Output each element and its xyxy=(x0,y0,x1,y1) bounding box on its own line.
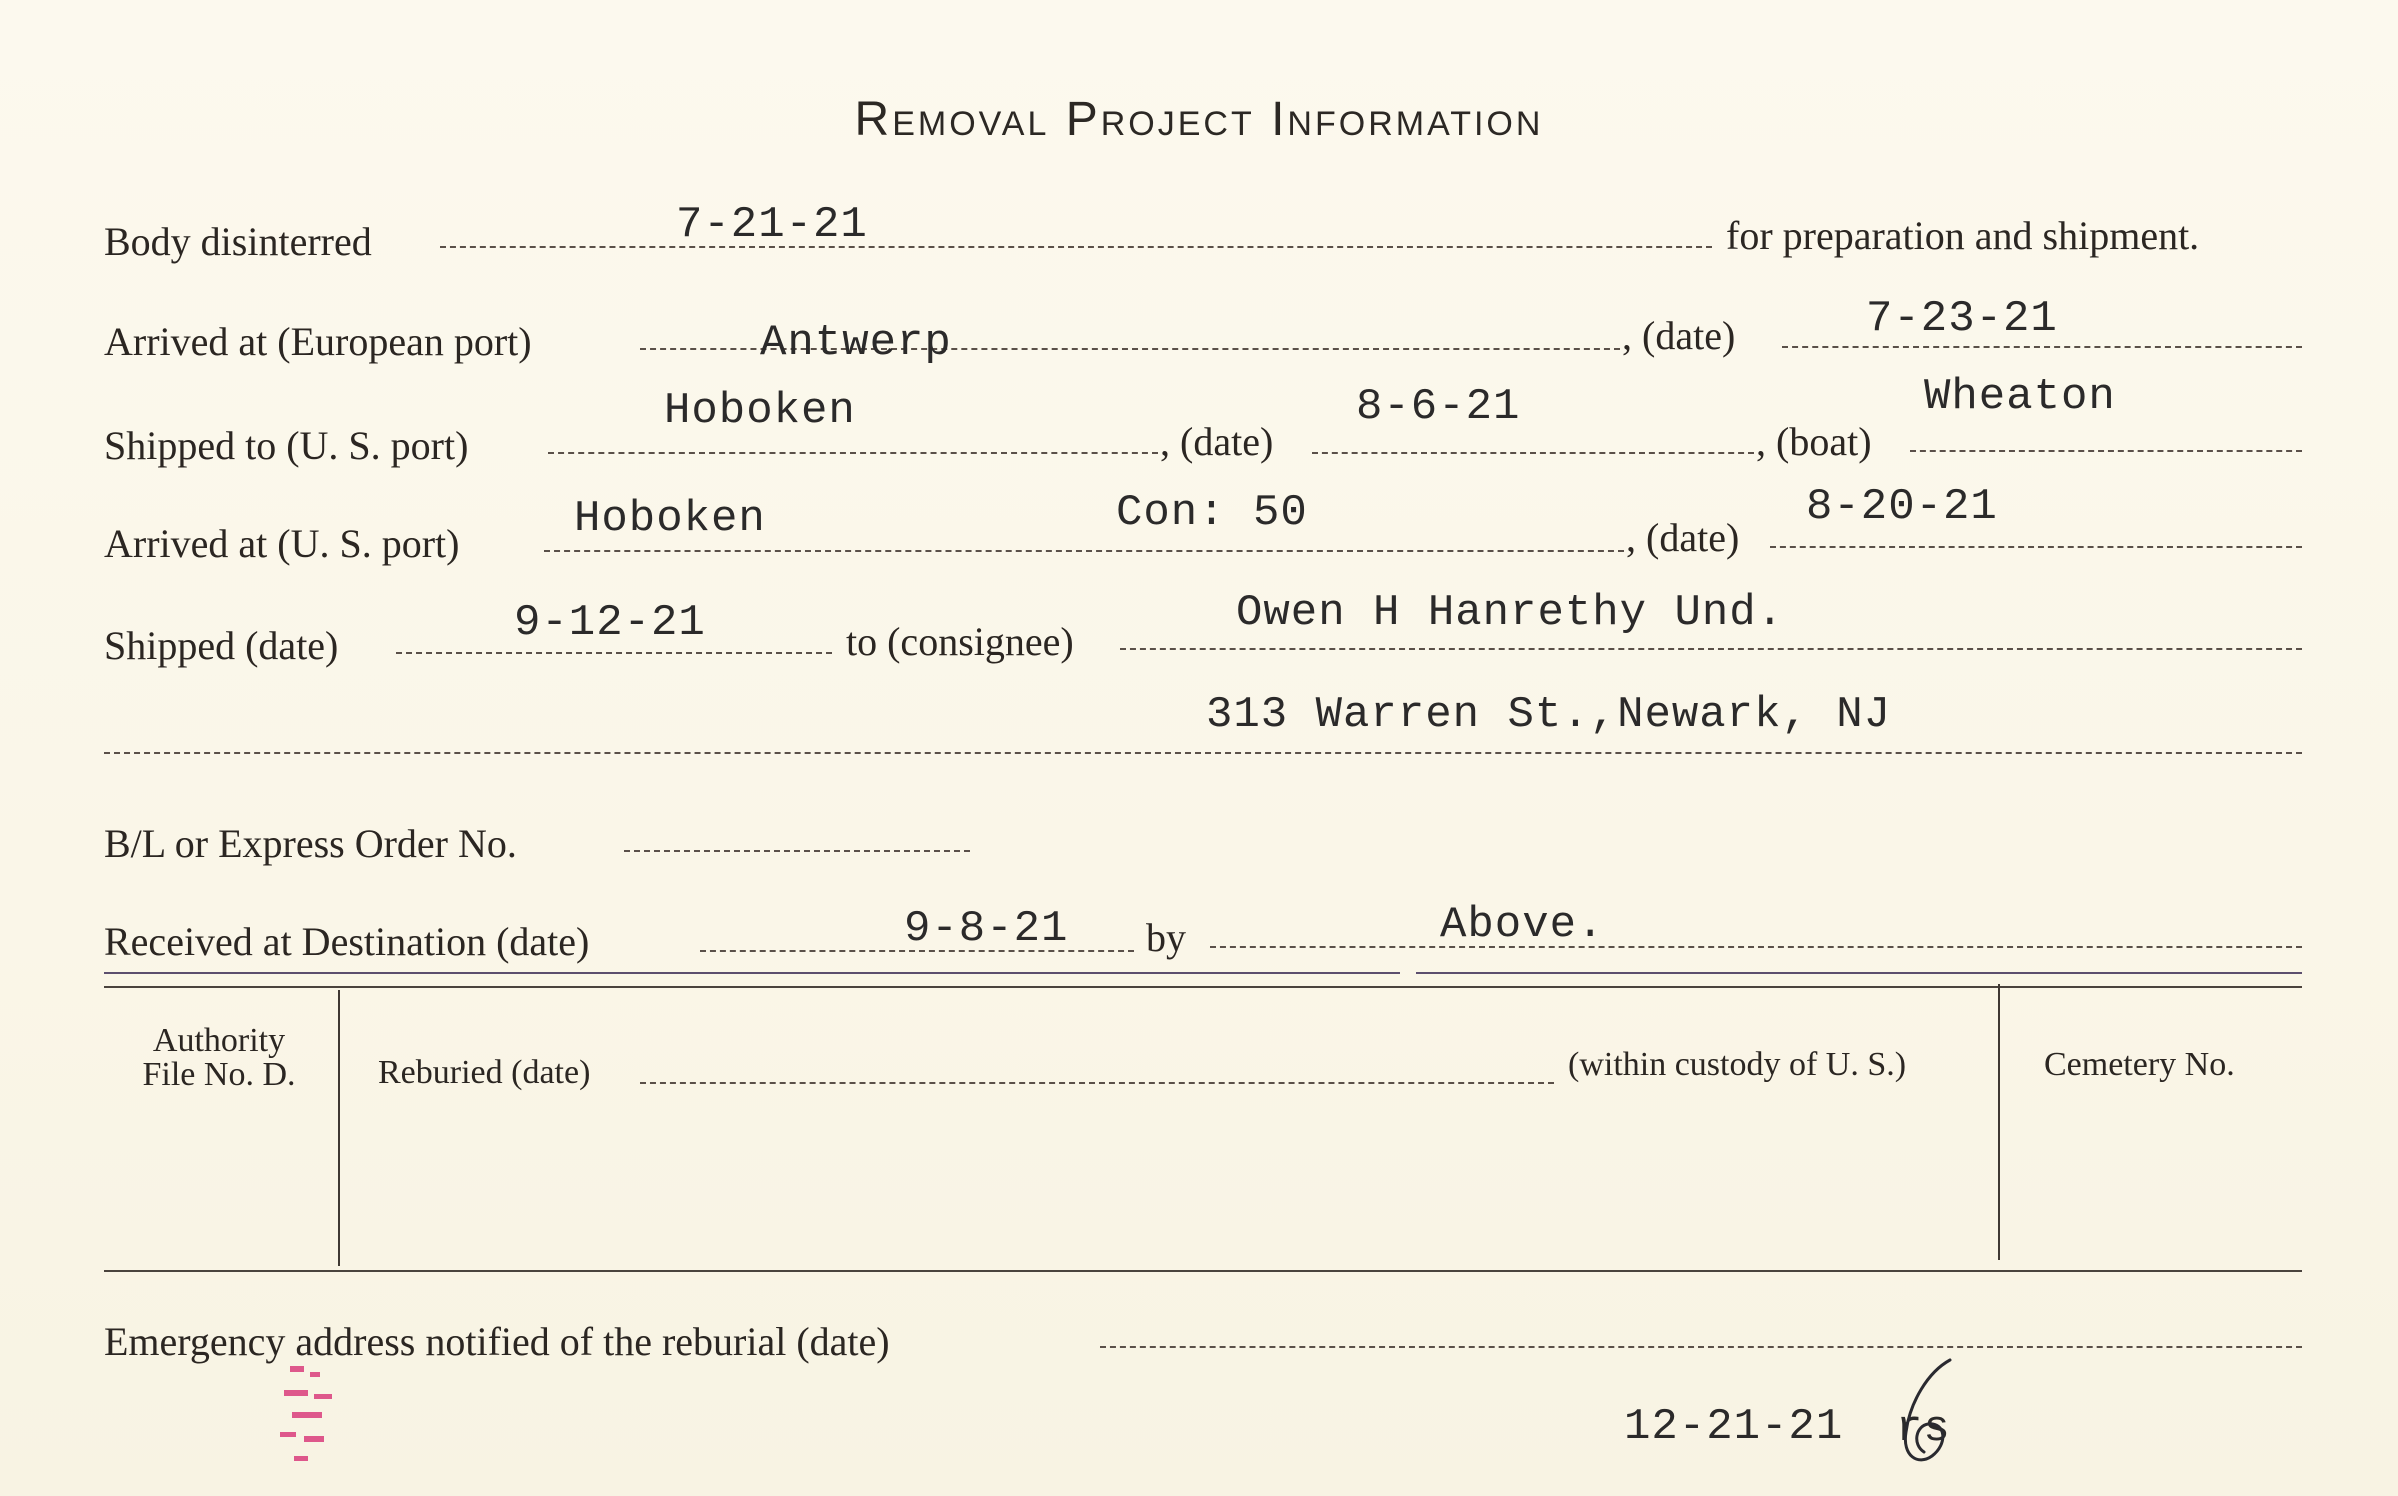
received-by-line xyxy=(1210,946,2302,948)
us-port-arrive-label: Arrived at (U. S. port) xyxy=(104,521,460,566)
boat-line xyxy=(1910,450,2302,452)
reburied-line xyxy=(640,1082,1554,1084)
received-label: Received at Destination (date) xyxy=(104,919,590,964)
us-port-arrive-value: Hoboken xyxy=(574,494,766,544)
pink-stamp-mark xyxy=(270,1360,360,1470)
address-line xyxy=(104,752,2302,754)
disinterred-label: Body disinterred xyxy=(104,219,372,264)
handwritten-signature xyxy=(1888,1352,1978,1472)
consignee-label: to (consignee) xyxy=(846,619,1074,664)
table-divider-2 xyxy=(1998,984,2000,1260)
container-value: Con: 50 xyxy=(1116,488,1308,538)
shipped-date-value: 9-12-21 xyxy=(514,598,706,648)
disinterred-suffix: for preparation and shipment. xyxy=(1726,213,2200,258)
european-date-label: , (date) xyxy=(1622,313,1736,358)
file-no-label: File No. D. xyxy=(142,1056,296,1093)
consignee-value: Owen H Hanrethy Und. xyxy=(1236,588,1785,638)
us-port-arrive-line xyxy=(544,550,1624,552)
european-port-value: Antwerp xyxy=(760,318,952,368)
us-port-arrive-date-value: 8-20-21 xyxy=(1806,482,1998,532)
disinterred-line xyxy=(440,246,1712,248)
authority-label: Authority xyxy=(152,1022,286,1059)
bl-line xyxy=(624,850,970,852)
emergency-label: Emergency address notified of the reburial (date) xyxy=(104,1319,890,1364)
boat-label: , (boat) xyxy=(1756,419,1872,464)
table-bottom-rule xyxy=(104,1270,2302,1272)
us-port-ship-date-line xyxy=(1312,452,1754,454)
table-top-rule-right xyxy=(1416,972,2302,974)
initials-value: rs xyxy=(1896,1404,1951,1454)
boat-value: Wheaton xyxy=(1924,372,2116,422)
us-port-ship-line xyxy=(548,452,1158,454)
shipped-date-line xyxy=(396,652,832,654)
table-top-rule xyxy=(104,972,1400,974)
us-port-ship-label: Shipped to (U. S. port) xyxy=(104,423,469,468)
table-divider-1 xyxy=(338,990,340,1266)
reburied-label: Reburied (date) xyxy=(378,1054,591,1091)
received-date-value: 9-8-21 xyxy=(904,904,1069,954)
us-port-ship-date-label: , (date) xyxy=(1160,419,1274,464)
european-date-value: 7-23-21 xyxy=(1866,294,2058,344)
received-by-label: by xyxy=(1146,915,1186,960)
emergency-line xyxy=(1100,1346,2302,1348)
custody-label: (within custody of U. S.) xyxy=(1568,1046,1907,1083)
us-port-arrive-date-line xyxy=(1770,546,2302,548)
consignee-address-value: 313 Warren St.,Newark, NJ xyxy=(1206,690,1892,740)
cemetery-label: Cemetery No. xyxy=(2044,1046,2235,1083)
european-date-line xyxy=(1782,346,2302,348)
consignee-line xyxy=(1120,648,2302,650)
received-by-value: Above. xyxy=(1440,900,1605,950)
us-port-ship-date-value: 8-6-21 xyxy=(1356,382,1521,432)
european-port-label: Arrived at (European port) xyxy=(104,319,532,364)
disinterred-value: 7-21-21 xyxy=(676,200,868,250)
table-top-rule-2 xyxy=(104,986,2302,988)
us-port-ship-value: Hoboken xyxy=(664,386,856,436)
us-port-arrive-date-label: , (date) xyxy=(1626,515,1740,560)
emergency-date-value: 12-21-21 xyxy=(1624,1402,1844,1452)
page-title: Removal Project Information xyxy=(854,93,1544,146)
shipped-date-label: Shipped (date) xyxy=(104,623,339,668)
bl-label: B/L or Express Order No. xyxy=(104,821,517,866)
